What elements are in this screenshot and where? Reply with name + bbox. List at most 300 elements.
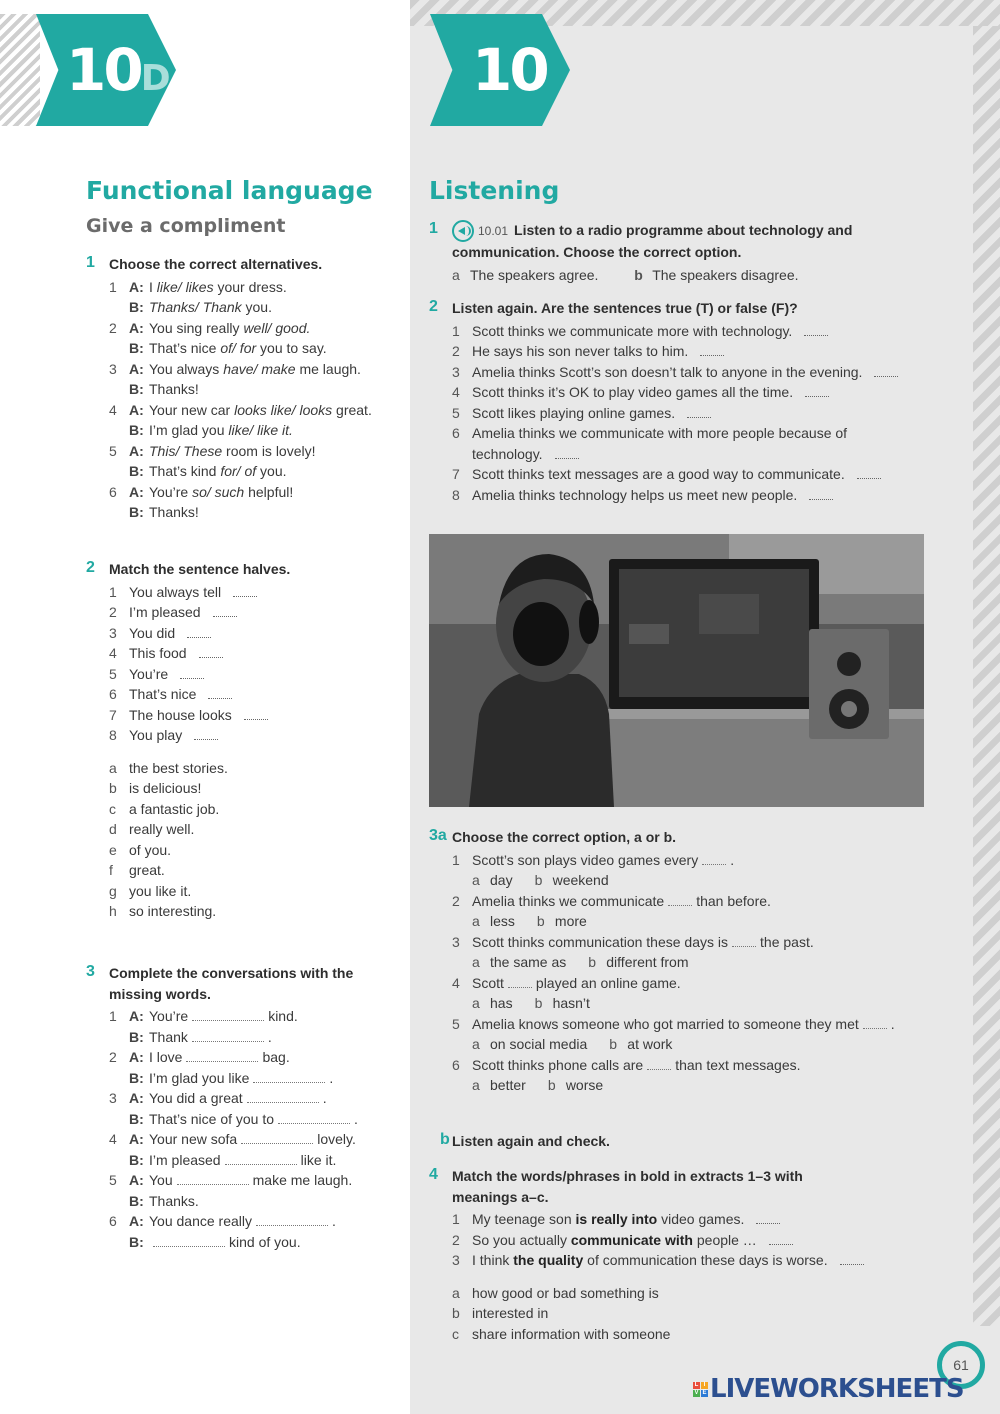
answer-blank[interactable]	[874, 365, 898, 377]
alternative-choice[interactable]: of/ for	[220, 340, 257, 356]
item-letter: b	[109, 780, 117, 796]
exercise-instruction: Complete the conversations with the	[109, 965, 354, 981]
speaker-label: A:	[129, 483, 144, 500]
item-number: 7	[109, 706, 117, 723]
item-number: 1	[452, 1211, 460, 1227]
option-letter: b	[609, 1036, 618, 1052]
item-number: 3	[109, 360, 117, 377]
exercise-instruction: missing words.	[109, 985, 211, 1002]
sentence-text: .	[354, 1110, 358, 1127]
unit-letter: D	[140, 58, 171, 99]
item-number: 1	[109, 278, 117, 295]
speaker-label: B:	[129, 381, 144, 397]
item-number: 2	[452, 892, 460, 909]
logo-mark-letter: L	[694, 1381, 699, 1388]
option-letter: b	[536, 913, 545, 929]
sentence-text: bag.	[262, 1049, 290, 1065]
answer-blank[interactable]	[508, 976, 532, 988]
answer-blank[interactable]	[186, 1050, 258, 1062]
answer-blank[interactable]	[208, 687, 232, 699]
exercise-1-right	[452, 220, 852, 285]
bold-phrase: the quality	[513, 1252, 584, 1268]
answer-blank[interactable]	[555, 447, 579, 459]
exercise-line	[109, 1129, 358, 1150]
sentence-text: of you.	[129, 841, 172, 858]
sentence-text: lovely.	[317, 1131, 356, 1147]
answer-blank[interactable]	[241, 1132, 313, 1144]
exercise-2-left	[109, 559, 290, 922]
sentence-text: make me laugh.	[252, 1172, 353, 1188]
answer-blank[interactable]	[187, 626, 211, 638]
audio-speaker-icon[interactable]	[452, 220, 474, 242]
bold-phrase: communicate with	[570, 1231, 693, 1248]
item-number: 1	[109, 583, 117, 600]
item-number: 6	[109, 483, 117, 500]
exercise-line	[109, 1006, 358, 1027]
option-letter: a	[472, 995, 480, 1011]
option-line	[452, 993, 895, 1014]
option-letter: a	[472, 1036, 480, 1052]
sentence-text: The house looks	[129, 706, 232, 723]
item-number: 1	[452, 322, 460, 339]
option-line	[452, 952, 895, 973]
page-number: 61	[937, 1341, 985, 1389]
sentence-text: Thank	[149, 1028, 188, 1045]
alternative-choice[interactable]: so/ such	[192, 483, 245, 500]
track-number: 10.01	[478, 224, 509, 238]
sentence-text: You’re	[149, 1008, 189, 1024]
sentence-ending	[109, 819, 290, 840]
sentence-text: You	[149, 1172, 173, 1188]
speaker-label: B:	[129, 1192, 144, 1209]
speaker-label: B:	[129, 299, 144, 315]
answer-blank[interactable]	[247, 1091, 319, 1103]
option-a[interactable]: day	[490, 872, 513, 888]
option-letter: b	[534, 872, 543, 888]
answer-blank[interactable]	[233, 585, 257, 597]
item-letter: e	[109, 841, 117, 858]
sentence-text: You play	[129, 727, 183, 743]
conversation-items	[109, 1006, 358, 1252]
sentence-text: I’m glad you	[149, 422, 229, 438]
item-letter: a	[109, 759, 117, 776]
answer-blank[interactable]	[253, 1071, 325, 1083]
exercise-line	[109, 1150, 358, 1171]
item-number: 5	[452, 404, 460, 421]
sentence-text: a fantastic job.	[129, 800, 220, 817]
sentence-text: .	[329, 1069, 334, 1086]
statement-text: technology.	[472, 445, 543, 462]
meaning-line	[452, 1324, 864, 1345]
answer-blank[interactable]	[225, 1153, 297, 1165]
sentence-text: your dress.	[213, 278, 287, 295]
option-letter: a	[472, 872, 480, 888]
answer-blank[interactable]	[244, 708, 268, 720]
question-text: than text messages.	[675, 1056, 801, 1073]
question-line	[452, 1014, 895, 1035]
answer-blank[interactable]	[213, 605, 237, 617]
item-number: 5	[109, 442, 117, 459]
extract-line	[452, 1209, 864, 1230]
alternative-choice[interactable]: Thanks/ Thank	[149, 299, 242, 315]
item-letter: c	[452, 1325, 459, 1342]
sentence-text: Thanks!	[149, 504, 199, 520]
option-text: The speakers disagree.	[652, 266, 799, 283]
sentence-text: I’m pleased	[129, 604, 201, 620]
option-a[interactable]: has	[490, 995, 513, 1011]
alternative-choice[interactable]: looks like/ looks	[234, 401, 333, 418]
option-a[interactable]: less	[490, 913, 515, 929]
sentence-half	[109, 664, 290, 685]
sentence-text: you like it.	[129, 882, 192, 899]
answer-blank[interactable]	[805, 385, 829, 397]
exercise-line	[109, 1232, 358, 1253]
unit-number-right: 10	[472, 36, 547, 104]
item-number: 3	[109, 1090, 117, 1106]
item-number: 3	[452, 363, 460, 380]
option-a[interactable]: the same as	[490, 954, 567, 970]
statement-text: Scott thinks it’s OK to play video games all the time.	[472, 384, 794, 400]
item-number: 4	[109, 1131, 117, 1147]
statement-line	[452, 362, 898, 383]
option-line	[452, 1034, 895, 1055]
sentence-text: you.	[256, 463, 287, 479]
option-letter: a	[472, 913, 480, 929]
statement-line	[452, 485, 898, 506]
statement-text: Amelia thinks technology helps us meet new people.	[472, 486, 798, 503]
answer-blank[interactable]	[687, 406, 711, 418]
sentence-ending	[109, 778, 290, 799]
functional-language-title: Functional language	[86, 176, 373, 205]
meaning-line	[452, 1303, 864, 1324]
true-false-items	[452, 321, 898, 506]
exercise-instruction: Match the words/phrases in bold in extracts 1–3 with	[452, 1168, 803, 1184]
extract-items	[452, 1209, 864, 1271]
sentence-text: Your new car	[149, 401, 235, 418]
item-number: 6	[452, 1056, 460, 1073]
exercise-items	[109, 277, 372, 523]
speaker-label: A:	[129, 1049, 144, 1065]
sentence-text: I’m glad you like	[149, 1069, 250, 1086]
item-number: 5	[109, 1172, 117, 1188]
item-number: 8	[109, 727, 117, 743]
item-number: 3	[109, 624, 117, 641]
answer-blank[interactable]	[668, 894, 692, 906]
answer-blank[interactable]	[857, 467, 881, 479]
extract-text: I think	[472, 1252, 514, 1268]
alternative-choice[interactable]: This/ These	[149, 442, 223, 459]
item-number: 4	[109, 401, 117, 418]
statement-line	[452, 321, 898, 342]
option-letter: b	[534, 995, 543, 1011]
sentence-half	[109, 602, 290, 623]
option-letter: a	[472, 954, 480, 970]
sentence-half	[109, 582, 290, 603]
answer-blank[interactable]	[700, 344, 724, 356]
answer-blank[interactable]	[769, 1233, 793, 1245]
answer-blank[interactable]	[177, 1173, 249, 1185]
exercise-line	[109, 1211, 358, 1232]
question-text: .	[730, 851, 735, 868]
statement-line	[452, 464, 898, 485]
exercise-line	[109, 502, 372, 523]
sentence-ending	[109, 840, 290, 861]
item-letter: b	[452, 1305, 460, 1321]
sentence-text: That’s nice	[129, 686, 197, 702]
extract-line	[452, 1230, 864, 1251]
sentence-text: you to say.	[256, 340, 327, 356]
sentence-text: .	[267, 1028, 272, 1045]
exercise-instruction: meanings a–c.	[452, 1188, 549, 1205]
sentence-ending	[109, 799, 290, 820]
item-number: 3	[452, 1252, 460, 1268]
extract-text: people …	[692, 1231, 757, 1248]
option-b[interactable]: weekend	[552, 872, 609, 888]
exercise-line	[109, 1047, 358, 1068]
sentence-text: Thanks.	[149, 1192, 199, 1209]
alternative-choice[interactable]: for/ of	[220, 463, 257, 479]
option-b[interactable]: worse	[565, 1077, 604, 1093]
option-line	[452, 911, 895, 932]
option-b[interactable]: at work	[627, 1036, 673, 1052]
item-number: 2	[452, 1231, 460, 1248]
exercise-line	[109, 1027, 358, 1048]
photo-illustration	[429, 534, 924, 807]
speaker-label: A:	[129, 1008, 144, 1024]
answer-blank[interactable]	[256, 1214, 328, 1226]
sentence-text: I	[149, 278, 157, 295]
answer-blank[interactable]	[804, 324, 828, 336]
answer-blank[interactable]	[153, 1235, 225, 1247]
item-number: 3	[452, 933, 460, 950]
question-line	[452, 891, 895, 912]
answer-blank[interactable]	[840, 1253, 864, 1265]
decorative-stripe-right	[973, 26, 1000, 1326]
exercise-instruction: Listen again. Are the sentences true (T) or false (F)?	[452, 300, 798, 316]
logo-mark-icon	[693, 1382, 708, 1397]
logo-mark-letter: I	[701, 1382, 708, 1389]
sentence-text: is delicious!	[129, 780, 202, 796]
question-text: Scott thinks phone calls are	[472, 1056, 644, 1073]
meaning-text: how good or bad something is	[472, 1284, 659, 1301]
exercise-line	[109, 482, 372, 503]
logo-mark-letter: E	[702, 1389, 707, 1396]
sentence-half	[109, 623, 290, 644]
option-a[interactable]: better	[490, 1077, 526, 1093]
meaning-items	[452, 1283, 864, 1345]
sentence-ending	[109, 901, 290, 922]
sentence-half	[109, 725, 290, 746]
exercise-instruction: Listen again and check.	[452, 1133, 610, 1149]
item-number: 2	[109, 604, 117, 620]
question-line	[452, 1055, 895, 1076]
statement-line	[452, 423, 898, 444]
speaker-label: A:	[129, 442, 144, 459]
sentence-text: You dance really	[149, 1213, 253, 1229]
exercise-number: b	[440, 1131, 450, 1148]
sentence-text: like it.	[300, 1151, 337, 1168]
question-text: the past.	[760, 933, 814, 950]
exercise-line	[109, 441, 372, 462]
extract-text: of communication these days is worse.	[583, 1252, 828, 1268]
sentence-text: .	[322, 1090, 327, 1106]
sentence-endings	[109, 758, 290, 922]
sentence-text: You always tell	[129, 583, 222, 600]
statement-text: Scott thinks text messages are a good way to communicate.	[472, 466, 845, 482]
sentence-text: I love	[149, 1049, 183, 1065]
answer-blank[interactable]	[180, 667, 204, 679]
speaker-label: B:	[129, 1069, 144, 1086]
exercise-line	[109, 359, 372, 380]
sentence-text: so interesting.	[129, 903, 217, 919]
question-line	[452, 973, 895, 994]
alternative-choice[interactable]: have/ make	[223, 360, 296, 377]
option-a[interactable]: on social media	[490, 1036, 588, 1052]
item-number: 2	[109, 319, 117, 336]
answer-blank[interactable]	[732, 935, 756, 947]
answer-blank[interactable]	[199, 646, 223, 658]
meaning-line	[452, 1283, 864, 1304]
statement-line	[452, 444, 898, 465]
item-letter: a	[452, 1284, 460, 1301]
option-text: The speakers agree.	[470, 266, 599, 283]
exercise-1-left	[109, 254, 372, 523]
sentence-halves	[109, 582, 290, 746]
exercise-line	[109, 297, 372, 318]
exercise-instruction: communication. Choose the correct option.	[452, 244, 742, 261]
sentence-text: me laugh.	[295, 360, 361, 377]
statement-text: Amelia thinks we communicate with more people because of	[472, 425, 848, 441]
option-b[interactable]: more	[554, 913, 587, 929]
question-text: Amelia thinks we communicate	[472, 892, 665, 909]
speaker-label: A:	[129, 1090, 144, 1106]
answer-blank[interactable]	[192, 1030, 264, 1042]
speaker-label: B:	[129, 1028, 144, 1045]
answer-blank[interactable]	[756, 1212, 780, 1224]
alternative-choice[interactable]: well/ good.	[243, 319, 311, 336]
exercise-number: 3a	[429, 827, 447, 844]
sentence-text: You did	[129, 624, 176, 641]
liveworksheets-logo[interactable]	[693, 1374, 964, 1404]
person-gaming-photo	[429, 534, 924, 807]
speaker-label: B:	[129, 1233, 144, 1250]
sentence-text: really well.	[129, 821, 195, 837]
exercise-line	[109, 400, 372, 421]
statement-line	[452, 382, 898, 403]
option-letter: b	[547, 1077, 556, 1093]
speaker-label: B:	[129, 422, 144, 438]
extract-text: My teenage son	[472, 1211, 576, 1227]
option-b[interactable]: different from	[606, 954, 689, 970]
item-number: 5	[109, 665, 117, 682]
exercise-instruction: Match the sentence halves.	[109, 561, 291, 577]
sentence-text: room is lovely!	[222, 442, 316, 459]
exercise-line	[109, 1191, 358, 1212]
sentence-text: Thanks!	[149, 381, 199, 397]
exercise-2-right	[452, 298, 898, 505]
item-number: 7	[452, 466, 460, 482]
answer-blank[interactable]	[192, 1009, 264, 1021]
sentence-half	[109, 643, 290, 664]
item-number: 2	[109, 1049, 117, 1065]
exercise-line	[109, 461, 372, 482]
exercise-number: 4	[429, 1166, 438, 1183]
decorative-stripe-left	[0, 14, 40, 126]
sentence-ending	[109, 758, 290, 779]
item-number: 5	[452, 1015, 460, 1032]
option-letter: a	[452, 266, 460, 283]
option-b[interactable]: hasn’t	[552, 995, 590, 1011]
sentence-text: You sing really	[149, 319, 244, 336]
alternative-choice[interactable]: like/ likes	[156, 278, 214, 295]
question-text: Scott	[472, 974, 504, 991]
sentence-text: That’s nice of you to	[149, 1110, 275, 1127]
sentence-text: kind of you.	[229, 1233, 301, 1250]
question-text: Scott’s son plays video games every	[472, 851, 699, 868]
unit-badge-right	[430, 14, 570, 126]
speaker-label: A:	[129, 1172, 144, 1188]
question-text: Amelia knows someone who got married to someone they met	[472, 1015, 859, 1032]
exercise-line	[109, 338, 372, 359]
alternative-choice[interactable]: like/ like it.	[228, 422, 293, 438]
exercise-4-right	[452, 1166, 864, 1344]
item-number: 8	[452, 486, 460, 503]
meaning-text: share information with someone	[472, 1325, 671, 1342]
speaker-label: B:	[129, 463, 144, 479]
sentence-ending	[109, 860, 290, 881]
exercise-line	[109, 1170, 358, 1191]
exercise-line	[109, 318, 372, 339]
speaker-label: A:	[129, 401, 144, 418]
sentence-half	[109, 705, 290, 726]
sentence-text: You’re	[149, 483, 193, 500]
answer-blank[interactable]	[863, 1017, 887, 1029]
sentence-text: You did a great	[149, 1090, 243, 1106]
sentence-text: you.	[241, 299, 272, 315]
speaker-label: A:	[129, 278, 144, 295]
item-letter: c	[109, 800, 116, 817]
item-number: 1	[109, 1008, 117, 1024]
bold-phrase: is really into	[575, 1211, 658, 1227]
item-letter: f	[109, 862, 113, 878]
option-line	[452, 870, 895, 891]
question-text: Scott thinks communication these days is	[472, 933, 729, 950]
exercise-line	[109, 1109, 358, 1130]
item-number: 6	[109, 686, 117, 702]
question-text: .	[890, 1015, 895, 1032]
answer-blank[interactable]	[809, 488, 833, 500]
meaning-text: interested in	[472, 1305, 549, 1321]
statement-text: Scott likes playing online games.	[472, 404, 676, 421]
sentence-text: .	[332, 1213, 336, 1229]
speaker-label: A:	[129, 1131, 144, 1147]
sentence-ending	[109, 881, 290, 902]
question-line	[452, 932, 895, 953]
exercise-number: 1	[429, 220, 438, 237]
exercise-line	[109, 277, 372, 298]
answer-blank[interactable]	[702, 853, 726, 865]
exercise-3a-right	[452, 827, 895, 1096]
exercise-number: 2	[86, 559, 95, 576]
item-letter: h	[109, 903, 117, 919]
unit-badge-left	[36, 14, 176, 126]
item-letter: d	[109, 821, 117, 837]
answer-blank[interactable]	[194, 728, 218, 740]
extract-text: video games.	[657, 1211, 745, 1227]
listening-title: Listening	[429, 176, 560, 205]
answer-blank[interactable]	[278, 1112, 350, 1124]
answer-blank[interactable]	[647, 1058, 671, 1070]
